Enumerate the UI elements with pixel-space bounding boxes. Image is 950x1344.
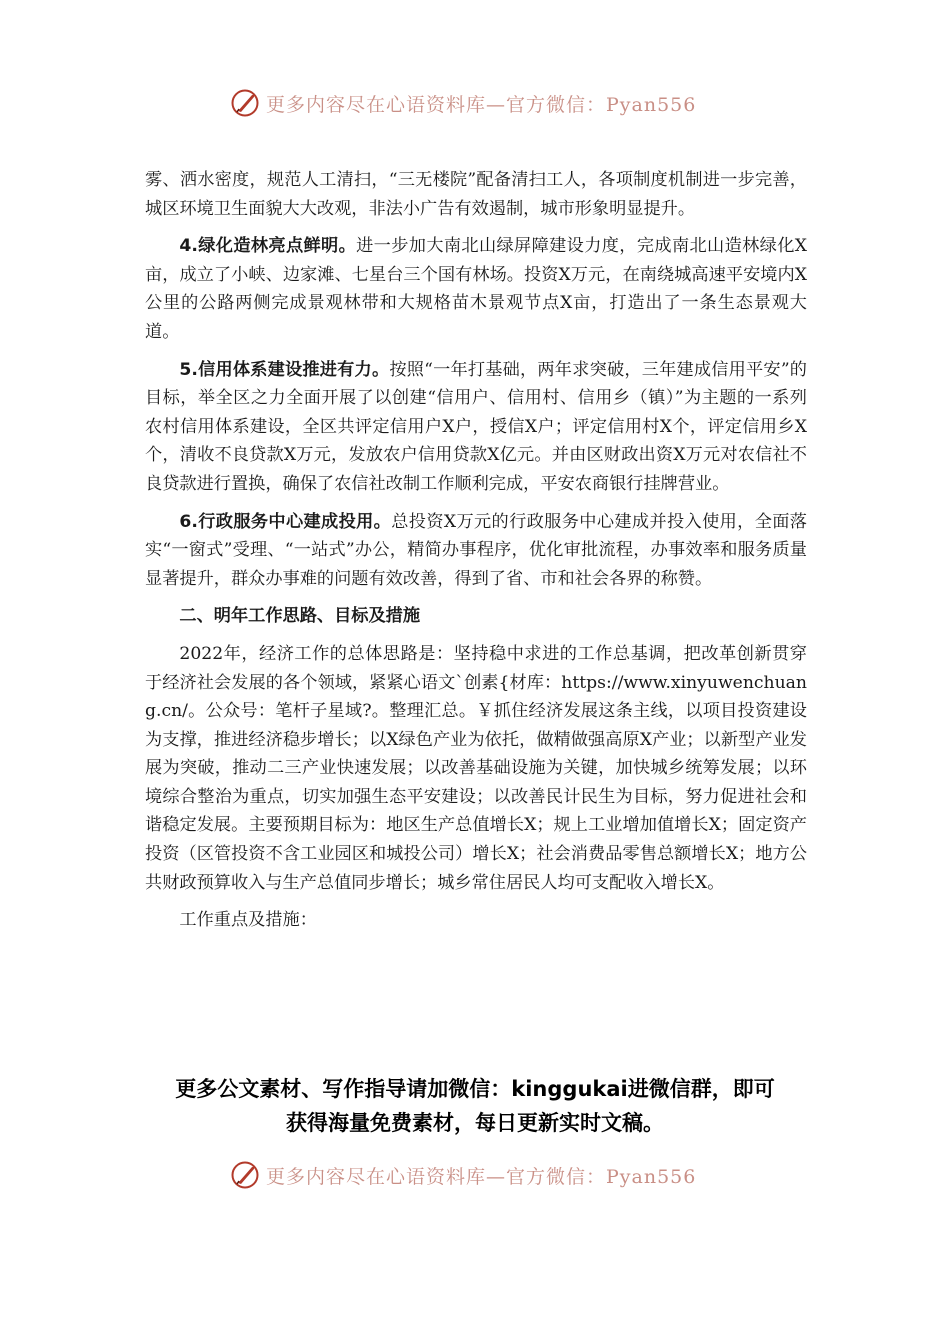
paragraph-text: 雾、洒水密度，规范人工清扫，“三无楼院”配备清扫工人，各项制度机制进一步完善，城区环境卫生面貌大大改观，非法小广告有效遏制，城市形象明显提升。 xyxy=(145,170,807,219)
promo-line-2: 获得海量免费素材，每日更新实时文稿。 xyxy=(286,1111,664,1135)
paragraph-lead: 6.行政服务中心建成投用。 xyxy=(179,511,392,532)
paragraph-service-center xyxy=(145,508,807,594)
paragraph-lead: 5.信用体系建设推进有力。 xyxy=(179,359,390,380)
promo-line-1: 更多公文素材、写作指导请加微信：kinggukai进微信群，即可 xyxy=(175,1077,775,1101)
document-body xyxy=(145,166,807,935)
promo-banner xyxy=(140,1072,810,1140)
paragraph-text: 进一步加大南北山绿屏障建设力度，完成南北山造林绿化X亩，成立了小峡、边家滩、七星台三个国有林场。投资X万元，在南绕城高速平安境内X公里的公路两侧完成景观林带和大规格苗木景观节点X亩，打造出了一条生态景观大道。 xyxy=(145,236,807,342)
watermark-text: 更多内容尽在心语资料库—官方微信：Pyan556 xyxy=(266,1165,697,1188)
closing-line: 工作重点及措施： xyxy=(179,910,317,931)
watermark-text: 更多内容尽在心语资料库—官方微信：Pyan556 xyxy=(266,93,697,116)
quill-pen-logo-icon xyxy=(230,88,260,118)
section-body: 2022年，经济工作的总体思路是：坚持稳中求进的工作总基调，把改革创新贯穿于经济社会发展的各个领域，紧紧心语文`创素{材库：https://www.xinyuwenchuang.cn/。公众号：笔杆子星域?。整理汇总。￥抓住经济发展这条主线，以项目投资建设为支撑，推进经济稳步增长；以X绿色产业为依托，做精做强高原X产业；以新型产业发展为突破，推动二三产业快速发展；以改善基础设施为关键，加快城乡统筹发展；以环境综合整治为重点，切实加强生态平安建设；以改善民计民生为目标，努力促进社会和谐稳定发展。主要预期目标为：地区生产总值增长X；规上工业增加值增长X；固定资产投资（区管投资不含工业园区和城投公司）增长X；社会消费品零售总额增长X；地方公共财政预算收入与生产总值同步增长；城乡常住居民人均可支配收入增长X。 xyxy=(145,643,807,893)
header-watermark xyxy=(230,86,750,120)
quill-pen-logo-icon xyxy=(230,1160,260,1190)
paragraph-lead: 4.绿化造林亮点鲜明。 xyxy=(179,236,357,257)
paragraph-greening xyxy=(145,232,807,346)
paragraph-text: 按照“一年打基础，两年求突破，三年建成信用平安”的目标，举全区之力全面开展了以创建“信用户、信用村、信用乡（镇）”为主题的一系列农村信用体系建设，全区共评定信用户X户，授信X户；评定信用村X个，评定信用乡X个，清收不良贷款X万元，发放农户信用贷款X亿元。并由区财政出资X万元对农信社不良贷款进行置换，确保了农信社改制工作顺利完成，平安农商银行挂牌营业。 xyxy=(145,359,807,494)
footer-watermark xyxy=(230,1158,750,1192)
paragraph-continued xyxy=(145,166,807,223)
paragraph-credit-system xyxy=(145,356,807,499)
paragraph-text: 总投资X万元的行政服务中心建成并投入使用，全面落实“一窗式”受理、“一站式”办公，精简办事程序，优化审批流程，办事效率和服务质量显著提升，群众办事难的问题有效改善，得到了省、市和社会各界的称赞。 xyxy=(145,511,807,589)
section-heading: 二、明年工作思路、目标及措施 xyxy=(179,606,421,627)
